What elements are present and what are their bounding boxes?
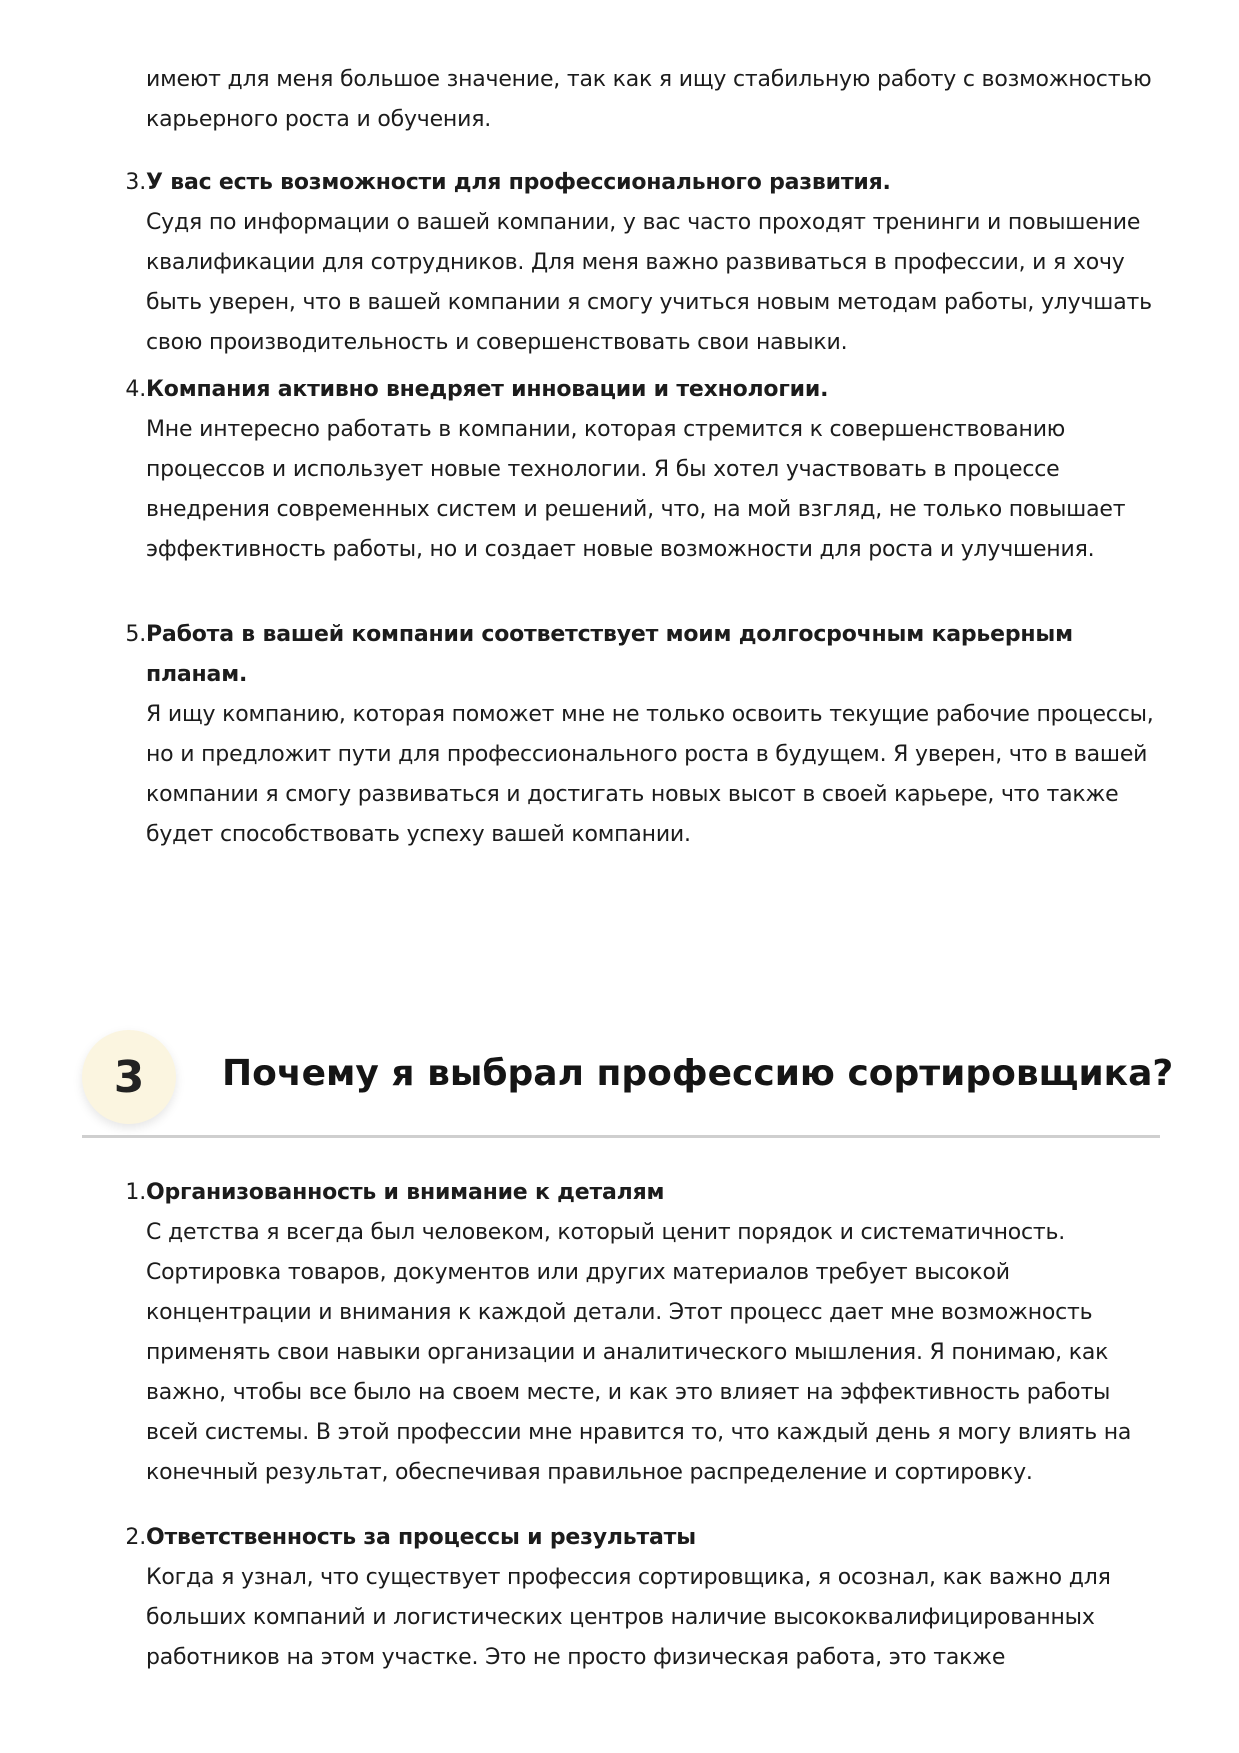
list-item-5 xyxy=(108,615,1168,855)
list-item-title: Ответственность за процессы и результаты xyxy=(146,1525,696,1550)
list-item-2 xyxy=(108,1518,1168,1678)
list-item-title: Компания активно внедряет инновации и технологии. xyxy=(146,377,829,402)
list-item-text: Судя по информации о вашей компании, у вас часто проходят тренинги и повышение квалификации для сотрудников. Для меня важно развиваться в профессии, и я хочу быть уверен, что в вашей компании я смогу учиться новым методам работы, улучшать свою производительность и совершенствовать свои навыки. xyxy=(146,210,1152,355)
list-item-number: 2. xyxy=(125,1525,146,1550)
list-item-title: Организованность и внимание к деталям xyxy=(146,1180,665,1205)
intro-paragraph: имеют для меня большое значение, так как я ищу стабильную работу с возможностью карьерного роста и обучения. xyxy=(146,67,1152,132)
list-item-4 xyxy=(108,370,1168,570)
list-item-1 xyxy=(108,1173,1168,1493)
section-header xyxy=(82,1030,1174,1136)
list-item-number: 5. xyxy=(125,622,146,647)
list-item-title: Работа в вашей компании соответствует моим долгосрочным карьерным планам. xyxy=(146,622,1073,687)
list-item-title: У вас есть возможности для профессионального развития. xyxy=(146,170,891,195)
section-divider xyxy=(82,1135,1160,1138)
list-item-number: 3. xyxy=(125,170,146,195)
list-item-3 xyxy=(108,163,1168,363)
list-item-text: Я ищу компанию, которая поможет мне не только освоить текущие рабочие процессы, но и предложит пути для профессионального роста в будущем. Я уверен, что в вашей компании я смогу развиваться и достигать новых высот в своей карьере, что также будет способствовать успеху вашей компании. xyxy=(146,702,1154,847)
list-item-number: 4. xyxy=(125,377,146,402)
list-item-text: С детства я всегда был человеком, который ценит порядок и систематичность. Сортировка товаров, документов или других материалов требует высокой концентрации и внимания к каждой детали. Этот процесс дает мне возможность применять свои навыки организации и аналитического мышления. Я понимаю, как важно, чтобы все было на своем месте, и как это влияет на эффективность работы всей системы. В этой профессии мне нравится то, что каждый день я могу влиять на конечный результат, обеспечивая правильное распределение и сортировку. xyxy=(146,1220,1132,1485)
section-title: Почему я выбрал профессию сортировщика? xyxy=(222,1053,1174,1094)
list-item-text: Мне интересно работать в компании, которая стремится к совершенствованию процессов и использует новые технологии. Я бы хотел участвовать в процессе внедрения современных систем и решений, что, на мой взгляд, не только повышает эффективность работы, но и создает новые возможности для роста и улучшения. xyxy=(146,417,1126,562)
section-number-badge: 3 xyxy=(82,1030,176,1124)
list-item-text: Когда я узнал, что существует профессия сортировщика, я осознал, как важно для больших компаний и логистических центров наличие высококвалифицированных работников на этом участке. Это не просто физическая работа, это также xyxy=(146,1565,1111,1670)
list-item-number: 1. xyxy=(125,1180,146,1205)
